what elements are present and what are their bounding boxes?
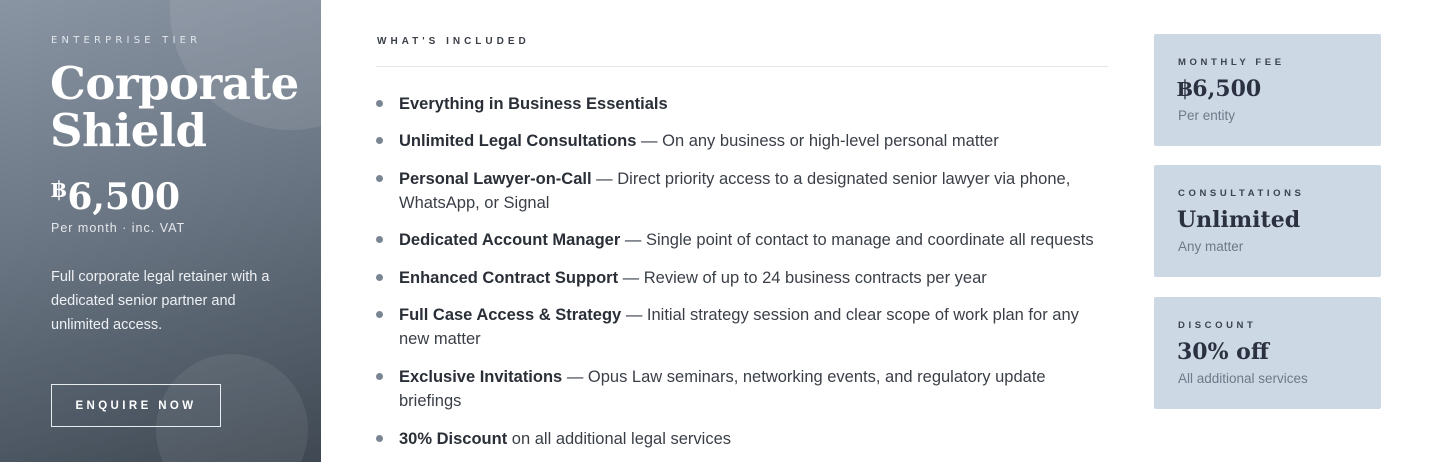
price-amount: 6,500	[67, 176, 181, 218]
bullet-icon	[376, 175, 383, 182]
card-value: 30% off	[1177, 339, 1269, 365]
feature-title: Exclusive Invitations	[399, 367, 563, 386]
list-item	[376, 228, 1108, 253]
enquire-now-button[interactable]: ENQUIRE NOW	[51, 384, 221, 427]
bullet-icon	[376, 236, 383, 243]
bullet-icon	[376, 100, 383, 107]
card-label: CONSULTATIONS	[1178, 188, 1305, 199]
feature-detail: — Initial strategy session and clear scope of work plan for any new matter	[399, 305, 1079, 349]
plan-hero-panel	[0, 0, 321, 462]
bullet-icon	[376, 274, 383, 281]
feature-title: Dedicated Account Manager	[399, 231, 621, 250]
feature-title: Everything in Business Essentials	[399, 95, 668, 113]
feature-title: Enhanced Contract Support	[399, 268, 619, 287]
card-value: ฿6,500	[1177, 76, 1262, 102]
card-subtext: All additional services	[1178, 371, 1308, 386]
list-item	[376, 92, 1108, 117]
list-item	[376, 427, 1108, 452]
card-subtext: Per entity	[1178, 108, 1236, 123]
divider	[376, 66, 1108, 67]
feature-title: 30% Discount	[399, 429, 508, 448]
feature-detail: — Review of up to 24 business contracts per year	[618, 268, 987, 287]
card-value: Unlimited	[1177, 207, 1301, 233]
discount-card	[1154, 297, 1381, 409]
list-item	[376, 167, 1108, 216]
currency-symbol: ฿	[51, 177, 67, 203]
feature-title: Personal Lawyer-on-Call	[399, 169, 592, 188]
feature-detail: — Direct priority access to a designated senior lawyer via phone, WhatsApp, or Signal	[399, 169, 1071, 213]
card-label: DISCOUNT	[1178, 320, 1257, 331]
card-label: MONTHLY FEE	[1178, 57, 1285, 68]
monthly-fee-card	[1154, 34, 1381, 146]
plan-description: Full corporate legal retainer with a dedicated senior partner and unlimited access.	[51, 269, 270, 333]
card-subtext: Any matter	[1178, 239, 1244, 254]
plan-title: Corporate Shield	[50, 57, 299, 157]
bullet-icon	[376, 373, 383, 380]
feature-detail: — Single point of contact to manage and coordinate all requests	[620, 231, 1094, 250]
bullet-icon	[376, 311, 383, 318]
feature-detail: on all additional legal services	[507, 429, 732, 448]
list-item	[376, 129, 1108, 154]
consultations-card	[1154, 165, 1381, 277]
feature-title: Full Case Access & Strategy	[399, 305, 622, 324]
feature-detail: — Opus Law seminars, networking events, and regulatory update briefings	[399, 367, 1046, 411]
list-item	[376, 266, 1108, 291]
feature-list	[376, 92, 1108, 462]
feature-detail: — On any business or high-level personal matter	[636, 132, 999, 151]
included-heading: WHAT'S INCLUDED	[377, 36, 530, 47]
list-item	[376, 365, 1108, 414]
plan-price	[51, 176, 180, 218]
plan-tier-label: ENTERPRISE TIER	[51, 35, 202, 46]
list-item	[376, 303, 1108, 352]
price-note: Per month · inc. VAT	[51, 221, 186, 235]
feature-title: Unlimited Legal Consultations	[399, 132, 637, 151]
bullet-icon	[376, 137, 383, 144]
bullet-icon	[376, 435, 383, 442]
